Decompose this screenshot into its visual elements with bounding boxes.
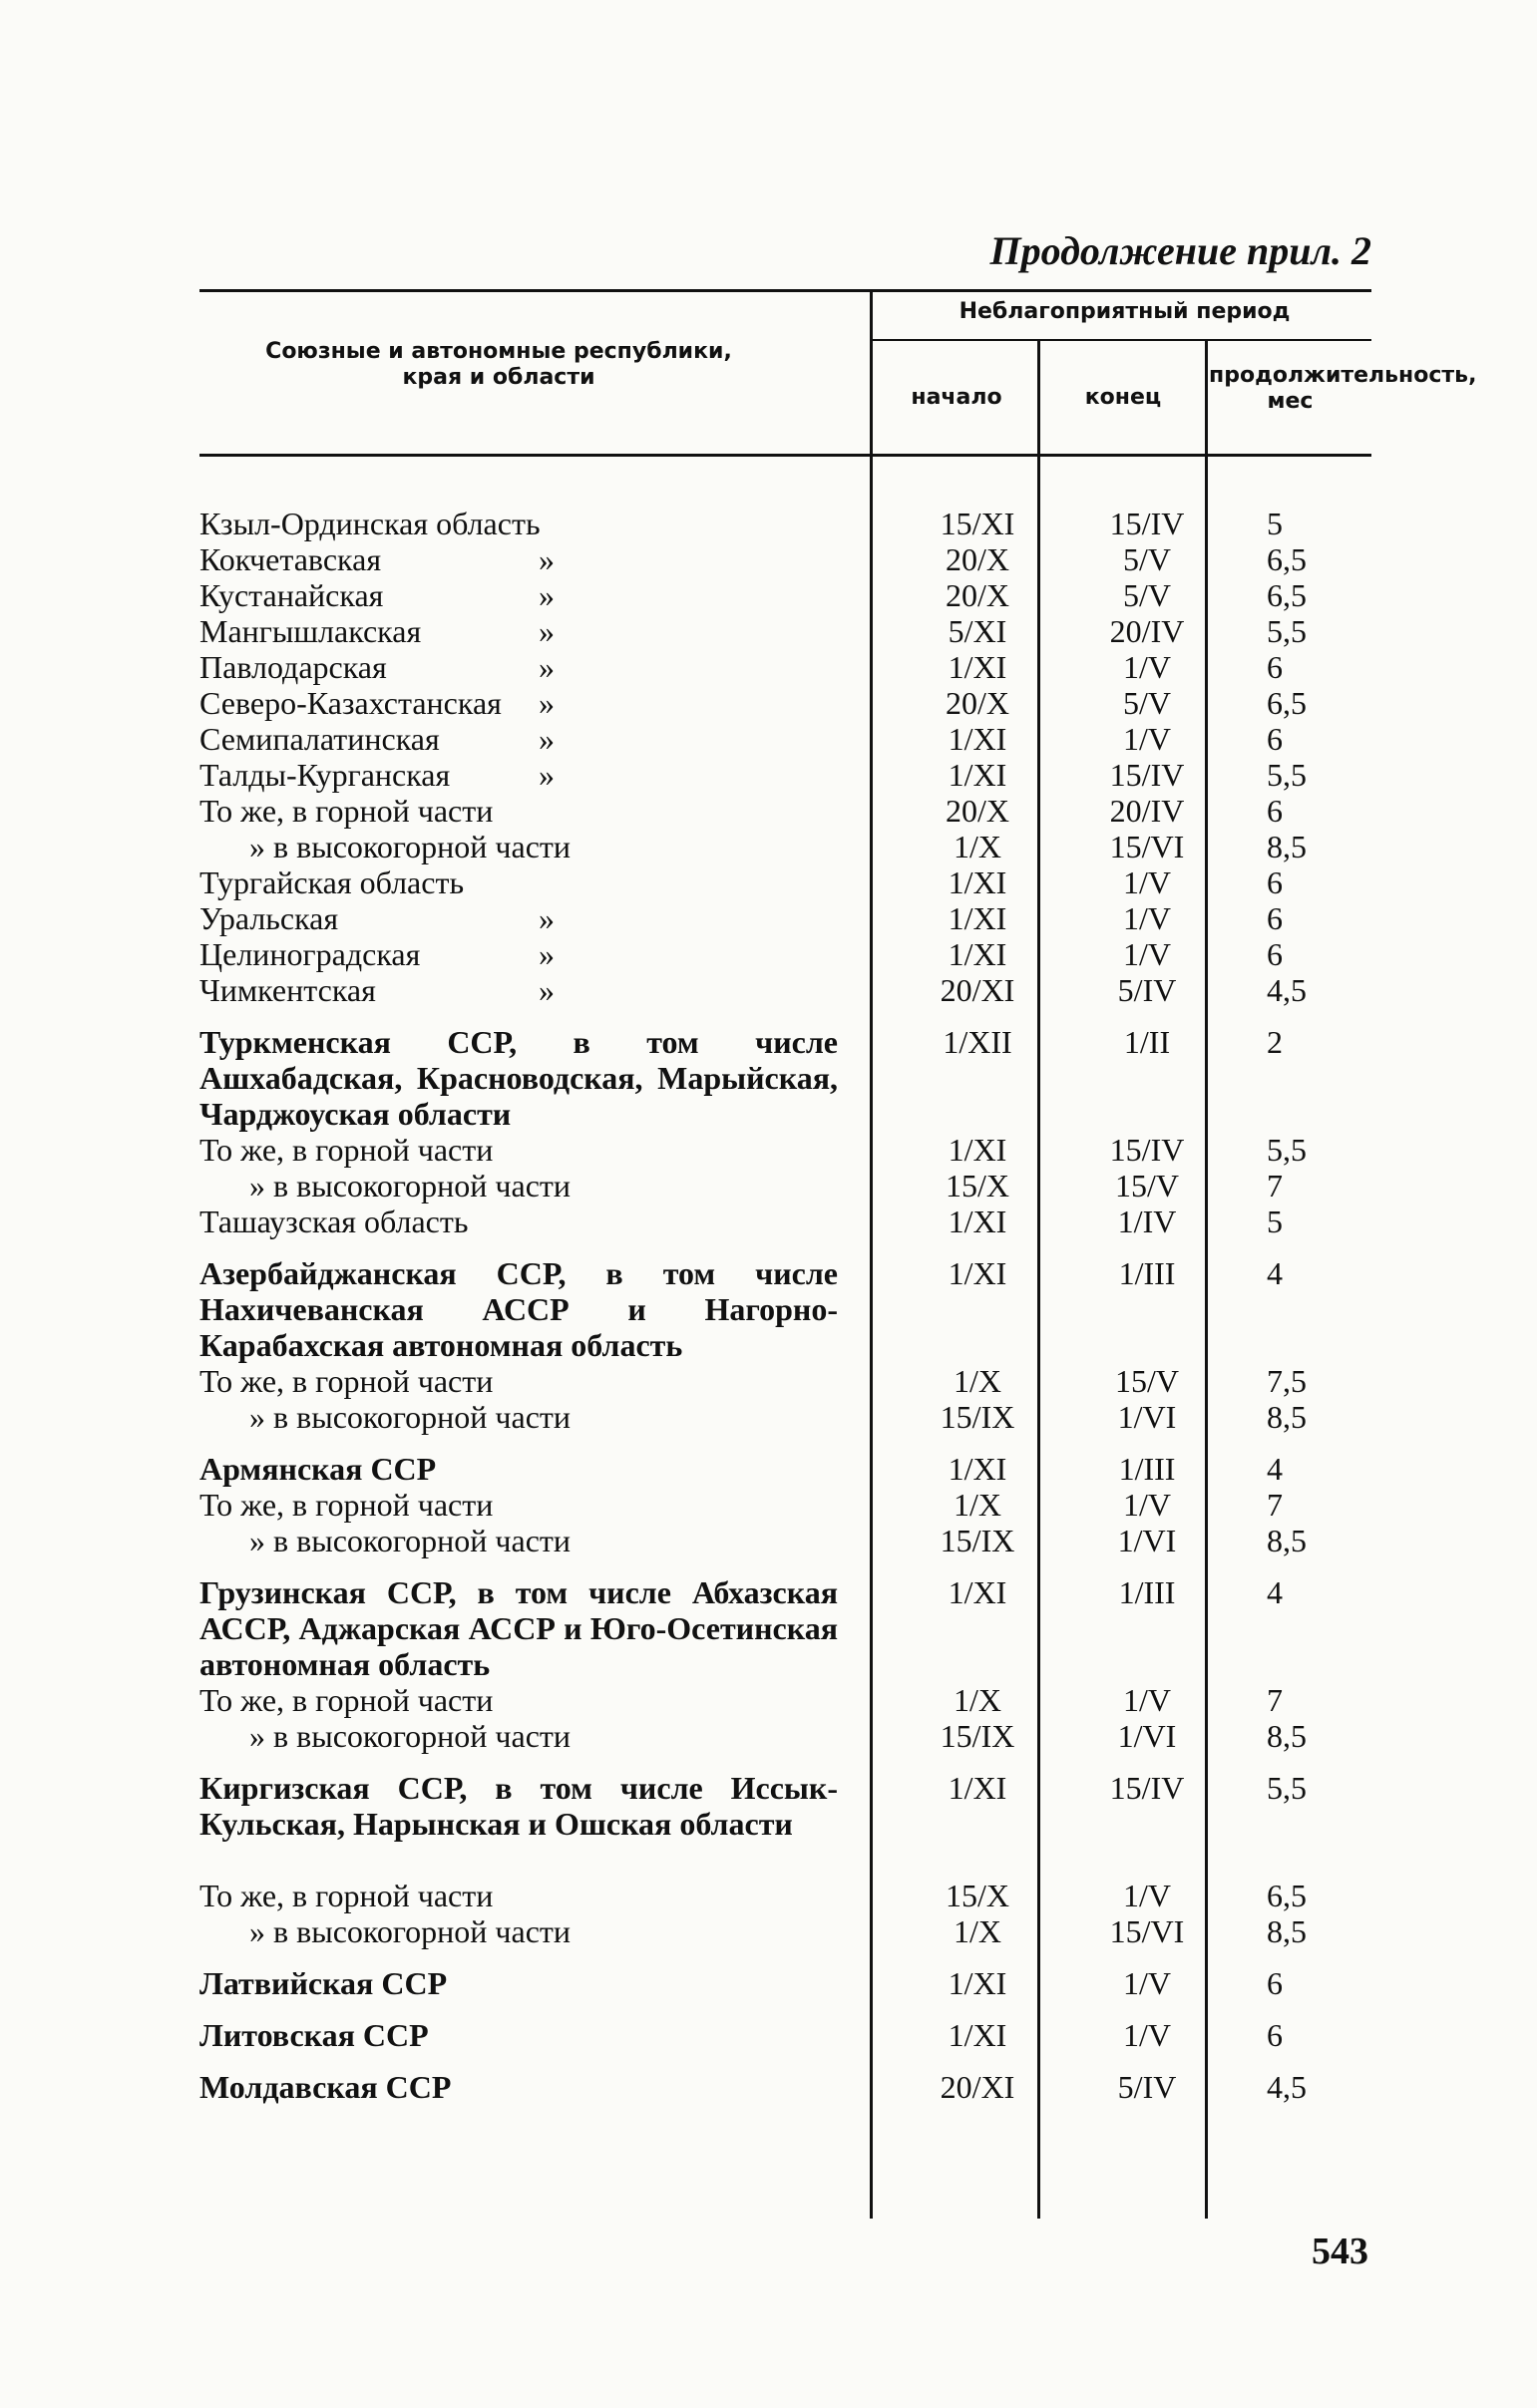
table-row — [199, 1132, 1376, 1168]
region-name: Павлодарская — [199, 649, 387, 685]
period-start: 15/IX — [940, 1718, 1015, 1754]
period-start: 1/XI — [948, 1204, 1007, 1239]
period-end: 15/V — [1115, 1168, 1179, 1204]
region-name: Молдавская ССР — [199, 2069, 452, 2105]
table-row — [199, 1574, 1376, 1682]
duration-months: 5,5 — [1267, 1132, 1307, 1168]
table-row — [199, 1913, 1376, 1949]
region-name: То же, в горной части — [199, 1878, 494, 1913]
period-end: 5/V — [1123, 541, 1171, 577]
period-start: 1/X — [954, 1487, 1001, 1523]
duration-months: 8,5 — [1267, 829, 1307, 864]
ditto-mark: » — [539, 649, 555, 685]
duration-months: 6 — [1267, 721, 1283, 757]
region-name: » в высокогорной части — [249, 829, 572, 864]
duration-months: 6 — [1267, 2017, 1283, 2053]
period-start: 20/X — [946, 793, 1009, 829]
period-start: 20/X — [946, 577, 1009, 613]
region-name: » в высокогорной части — [249, 1168, 572, 1204]
ditto-mark: » — [539, 900, 555, 936]
period-end: 20/IV — [1109, 793, 1185, 829]
table-row — [199, 721, 1376, 757]
period-start: 1/XI — [948, 900, 1007, 936]
period-start: 1/XI — [948, 649, 1007, 685]
table-row — [199, 1523, 1376, 1558]
period-end: 15/IV — [1109, 1132, 1185, 1168]
period-end: 1/VI — [1117, 1718, 1177, 1754]
period-end: 5/IV — [1117, 2069, 1177, 2105]
duration-months: 8,5 — [1267, 1718, 1307, 1754]
region-name: Латвийская ССР — [199, 1965, 448, 2001]
header-end: конец — [1084, 385, 1162, 410]
duration-months: 6 — [1267, 936, 1283, 972]
period-end: 1/III — [1118, 1451, 1176, 1487]
region-name: То же, в горной части — [199, 1132, 494, 1168]
region-name: Литовская ССР — [199, 2017, 429, 2053]
period-start: 15/X — [946, 1168, 1009, 1204]
duration-months: 7 — [1267, 1168, 1283, 1204]
duration-months: 4,5 — [1267, 972, 1307, 1008]
period-start: 1/XI — [948, 721, 1007, 757]
period-end: 1/V — [1123, 721, 1171, 757]
duration-months: 6 — [1267, 793, 1283, 829]
region-name: Мангышлакская — [199, 613, 422, 649]
period-end: 15/V — [1115, 1363, 1179, 1399]
period-end: 1/V — [1123, 864, 1171, 900]
ditto-mark: » — [539, 577, 555, 613]
duration-months: 6 — [1267, 900, 1283, 936]
duration-months: 6 — [1267, 864, 1283, 900]
table-row — [199, 1965, 1376, 2001]
table-row — [199, 2017, 1376, 2053]
duration-months: 5,5 — [1267, 613, 1307, 649]
page-number: 543 — [1312, 2231, 1368, 2272]
region-name: То же, в горной части — [199, 1487, 494, 1523]
region-name: » в высокогорной части — [249, 1718, 572, 1754]
period-start: 15/IX — [940, 1523, 1015, 1558]
duration-months: 7 — [1267, 1682, 1283, 1718]
duration-months: 8,5 — [1267, 1913, 1307, 1949]
table-row — [199, 577, 1376, 613]
table-row — [199, 506, 1376, 541]
region-name: То же, в горной части — [199, 793, 494, 829]
region-name: Грузинская ССР, в том числе Абхазская АССР, Аджарская АССР и Юго-Осетинская автономная область — [199, 1574, 838, 1682]
region-name: Кустанайская — [199, 577, 384, 613]
table-row — [199, 864, 1376, 900]
region-name: Ташаузская область — [199, 1204, 469, 1239]
period-start: 1/X — [954, 1913, 1001, 1949]
period-start: 15/IX — [940, 1399, 1015, 1435]
duration-months: 5 — [1267, 1204, 1283, 1239]
table-body — [199, 506, 1376, 2105]
period-start: 1/XI — [948, 757, 1007, 793]
period-start: 1/XI — [948, 1770, 1007, 1806]
duration-months: 6 — [1267, 1965, 1283, 2001]
period-start: 20/X — [946, 685, 1009, 721]
duration-months: 6,5 — [1267, 1878, 1307, 1913]
table-row — [199, 1682, 1376, 1718]
period-end: 20/IV — [1109, 613, 1185, 649]
period-start: 15/X — [946, 1878, 1009, 1913]
table-row — [199, 900, 1376, 936]
period-end: 15/VI — [1109, 1913, 1185, 1949]
region-name: » в высокогорной части — [249, 1913, 572, 1949]
period-end: 5/IV — [1117, 972, 1177, 1008]
period-start: 1/XI — [948, 1132, 1007, 1168]
region-name: Кзыл-Ординская область — [199, 506, 541, 541]
region-name: Целиноградская — [199, 936, 421, 972]
table-row — [199, 936, 1376, 972]
duration-months: 4,5 — [1267, 2069, 1307, 2105]
table-row — [199, 972, 1376, 1008]
period-start: 20/X — [946, 541, 1009, 577]
duration-months: 7 — [1267, 1487, 1283, 1523]
period-start: 1/XI — [948, 1255, 1007, 1291]
region-name: Чимкентская — [199, 972, 376, 1008]
table-row — [199, 649, 1376, 685]
ditto-mark: » — [539, 757, 555, 793]
header-bottom-rule — [199, 454, 1371, 457]
period-start: 1/X — [954, 1682, 1001, 1718]
region-name: То же, в горной части — [199, 1363, 494, 1399]
region-name: Армянская ССР — [199, 1451, 437, 1487]
duration-months: 2 — [1267, 1024, 1283, 1060]
duration-months: 6,5 — [1267, 541, 1307, 577]
duration-months: 5,5 — [1267, 1770, 1307, 1806]
duration-months: 6,5 — [1267, 577, 1307, 613]
region-name: Уральская — [199, 900, 339, 936]
duration-months: 4 — [1267, 1574, 1283, 1610]
period-end: 1/III — [1118, 1255, 1176, 1291]
duration-months: 6,5 — [1267, 685, 1307, 721]
period-end: 1/II — [1123, 1024, 1171, 1060]
period-end: 1/V — [1123, 900, 1171, 936]
duration-months: 8,5 — [1267, 1523, 1307, 1558]
table-top-rule — [199, 289, 1371, 292]
duration-months: 5 — [1267, 506, 1283, 541]
period-end: 1/V — [1123, 649, 1171, 685]
table-row — [199, 685, 1376, 721]
table-caption: Продолжение прил. 2 — [989, 228, 1371, 273]
ditto-mark: » — [539, 721, 555, 757]
period-start: 1/XI — [948, 936, 1007, 972]
duration-months: 4 — [1267, 1255, 1283, 1291]
table-row — [199, 2069, 1376, 2105]
duration-months: 6 — [1267, 649, 1283, 685]
region-name: Тургайская область — [199, 864, 465, 900]
region-name: Талды-Курганская — [199, 757, 451, 793]
period-end: 1/V — [1123, 1965, 1171, 2001]
ditto-mark: » — [539, 936, 555, 972]
period-end: 5/V — [1123, 685, 1171, 721]
period-start: 1/XI — [948, 1574, 1007, 1610]
period-end: 1/VI — [1117, 1523, 1177, 1558]
period-start: 1/X — [954, 1363, 1001, 1399]
header-start: начало — [911, 385, 1002, 410]
region-name: Туркменская ССР, в том числе Ашхабадская, Красноводская, Марыйская, Чарджоуская области — [199, 1024, 838, 1132]
period-end: 1/III — [1118, 1574, 1176, 1610]
period-end: 1/V — [1123, 2017, 1171, 2053]
table-row — [199, 1878, 1376, 1913]
period-end: 15/IV — [1109, 757, 1185, 793]
ditto-mark: » — [539, 972, 555, 1008]
table-row — [199, 613, 1376, 649]
header-period: Неблагоприятный период — [959, 299, 1291, 324]
ditto-mark: » — [539, 541, 555, 577]
table-row — [199, 1770, 1376, 1878]
table-row — [199, 757, 1376, 793]
period-end: 15/IV — [1109, 1770, 1185, 1806]
region-name: Семипалатинская — [199, 721, 440, 757]
period-start: 20/XI — [940, 972, 1015, 1008]
region-name: Кокчетавская — [199, 541, 382, 577]
table-row — [199, 1204, 1376, 1239]
duration-months: 4 — [1267, 1451, 1283, 1487]
period-end: 1/V — [1123, 1682, 1171, 1718]
period-end: 1/V — [1123, 1878, 1171, 1913]
duration-months: 7,5 — [1267, 1363, 1307, 1399]
table-row — [199, 1255, 1376, 1363]
ditto-mark: » — [539, 613, 555, 649]
period-end: 1/V — [1123, 1487, 1171, 1523]
period-sub-rule — [873, 339, 1371, 341]
table-row — [199, 1718, 1376, 1754]
header-region: Союзные и автономные республики, края и области — [265, 339, 732, 390]
period-start: 1/XI — [948, 1451, 1007, 1487]
region-name: Киргизская ССР, в том числе Иссык-Кульская, Нарынская и Ошская области — [199, 1770, 838, 1842]
period-end: 15/IV — [1109, 506, 1185, 541]
period-end: 1/V — [1123, 936, 1171, 972]
ditto-mark: » — [539, 685, 555, 721]
period-end: 1/IV — [1117, 1204, 1177, 1239]
period-end: 15/VI — [1109, 829, 1185, 864]
period-end: 5/V — [1123, 577, 1171, 613]
region-name: » в высокогорной части — [249, 1523, 572, 1558]
period-start: 1/XI — [948, 1965, 1007, 2001]
period-start: 5/XI — [948, 613, 1007, 649]
table-row — [199, 793, 1376, 829]
region-name: То же, в горной части — [199, 1682, 494, 1718]
region-name: Северо-Казахстанская — [199, 685, 502, 721]
table-row — [199, 1487, 1376, 1523]
table-row — [199, 1363, 1376, 1399]
period-start: 1/X — [954, 829, 1001, 864]
table-row — [199, 1399, 1376, 1435]
duration-months: 8,5 — [1267, 1399, 1307, 1435]
region-name: Азербайджанская ССР, в том числе Нахичеванская АССР и Нагорно-Карабахская автономная область — [199, 1255, 838, 1363]
period-start: 20/XI — [940, 2069, 1015, 2105]
period-start: 15/XI — [940, 506, 1015, 541]
table-row — [199, 1024, 1376, 1132]
period-start: 1/XII — [943, 1024, 1012, 1060]
header-duration: продолжительность, мес — [1209, 363, 1477, 414]
duration-months: 5,5 — [1267, 757, 1307, 793]
period-start: 1/XI — [948, 2017, 1007, 2053]
region-name: » в высокогорной части — [249, 1399, 572, 1435]
table-row — [199, 1451, 1376, 1487]
table-row — [199, 541, 1376, 577]
period-end: 1/VI — [1117, 1399, 1177, 1435]
table-row — [199, 1168, 1376, 1204]
table-row — [199, 829, 1376, 864]
period-start: 1/XI — [948, 864, 1007, 900]
